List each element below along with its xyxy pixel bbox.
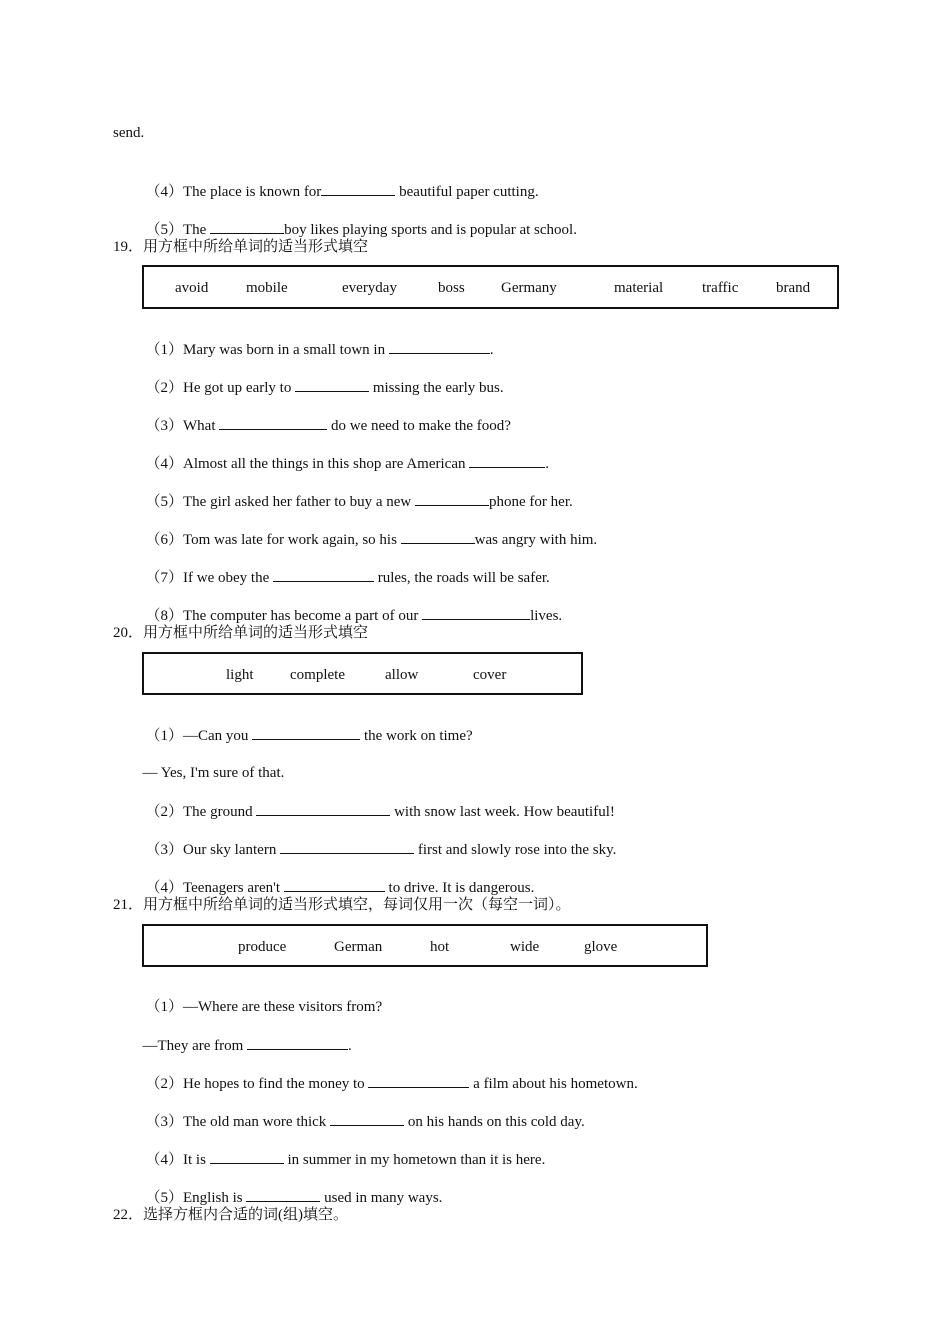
q20-item-3: （3）Our sky lantern first and slowly rose into the sky.: [138, 819, 616, 860]
word-box-item: cover: [473, 667, 507, 683]
answer-blank[interactable]: [210, 219, 284, 234]
word-box-item: German: [334, 939, 383, 955]
q22-heading: 22．选择方框内合适的词(组)填空。: [113, 1207, 348, 1223]
answer-blank[interactable]: [330, 1111, 404, 1126]
q19-word-box: [142, 265, 839, 309]
answer-blank[interactable]: [280, 839, 414, 854]
q18-item-4: （4）The place is known for beautiful paper cutting.: [138, 161, 539, 202]
answer-blank[interactable]: [219, 415, 327, 430]
q20-heading: 20．用方框中所给单词的适当形式填空: [113, 625, 369, 641]
q21-answer-line: —They are from .: [135, 1015, 352, 1056]
word-box-item: produce: [238, 939, 287, 955]
answer-blank[interactable]: [368, 1073, 469, 1088]
answer-blank[interactable]: [256, 801, 390, 816]
q21-item-2: （2）He hopes to find the money to a film about his hometown.: [138, 1053, 638, 1094]
q21-item-3: （3）The old man wore thick on his hands on this cold day.: [138, 1091, 585, 1132]
word-box-item: brand: [776, 280, 811, 296]
answer-blank[interactable]: [469, 453, 545, 468]
answer-blank[interactable]: [321, 181, 395, 196]
answer-blank[interactable]: [210, 1149, 284, 1164]
word-box-item: avoid: [175, 280, 209, 296]
q21-item-1: （1）—Where are these visitors from?: [145, 999, 383, 1015]
answer-blank[interactable]: [246, 1187, 320, 1202]
q18-item-5: （5）The boy likes playing sports and is popular at school.: [138, 199, 577, 240]
word-box-item: hot: [430, 939, 450, 955]
q19-item-1: （1）Mary was born in a small town in .: [138, 319, 494, 360]
q19-item-6: （6）Tom was late for work again, so his was angry with him.: [138, 509, 597, 550]
word-box-item: boss: [438, 280, 465, 296]
q19-item-4: （4）Almost all the things in this shop are American .: [138, 433, 549, 474]
answer-blank[interactable]: [422, 605, 530, 620]
q20-answer-line: — Yes, I'm sure of that.: [142, 765, 285, 781]
q21-item-4: （4）It is in summer in my hometown than it is here.: [138, 1129, 545, 1170]
word-box-item: glove: [584, 939, 618, 955]
q21-word-box: [142, 924, 708, 967]
word-box-item: Germany: [501, 280, 557, 296]
answer-blank[interactable]: [295, 377, 369, 392]
answer-blank[interactable]: [273, 567, 374, 582]
answer-blank[interactable]: [247, 1035, 348, 1050]
q19-item-5: （5）The girl asked her father to buy a new phone for her.: [138, 471, 573, 512]
answer-blank[interactable]: [252, 725, 360, 740]
answer-blank[interactable]: [284, 877, 385, 892]
word-box-item: traffic: [702, 280, 739, 296]
word-box-item: material: [614, 280, 664, 296]
text-fragment: send.: [113, 125, 145, 141]
answer-blank[interactable]: [415, 491, 489, 506]
q20-word-box: [142, 652, 583, 695]
q21-heading: 21．用方框中所给单词的适当形式填空，每词仅用一次（每空一词）。: [113, 897, 571, 913]
word-box-item: wide: [510, 939, 540, 955]
word-box-item: complete: [290, 667, 345, 683]
q19-heading: 19．用方框中所给单词的适当形式填空: [113, 239, 369, 255]
q21-item-5: （5）English is used in many ways.: [138, 1167, 442, 1208]
q20-item-1: （1）—Can you the work on time?: [138, 705, 473, 746]
q19-item-3: （3）What do we need to make the food?: [138, 395, 511, 436]
word-box-item: everyday: [342, 280, 397, 296]
word-box-item: allow: [385, 667, 419, 683]
word-box-item: light: [226, 667, 254, 683]
q20-item-2: （2）The ground with snow last week. How beautiful!: [138, 781, 615, 822]
answer-blank[interactable]: [401, 529, 475, 544]
q19-item-8: （8）The computer has become a part of our lives.: [138, 585, 562, 626]
answer-blank[interactable]: [389, 339, 490, 354]
q19-item-2: （2）He got up early to missing the early bus.: [138, 357, 504, 398]
q19-item-7: （7）If we obey the rules, the roads will be safer.: [138, 547, 550, 588]
word-box-item: mobile: [246, 280, 288, 296]
q20-item-4: （4）Teenagers aren't to drive. It is dangerous.: [138, 857, 534, 898]
